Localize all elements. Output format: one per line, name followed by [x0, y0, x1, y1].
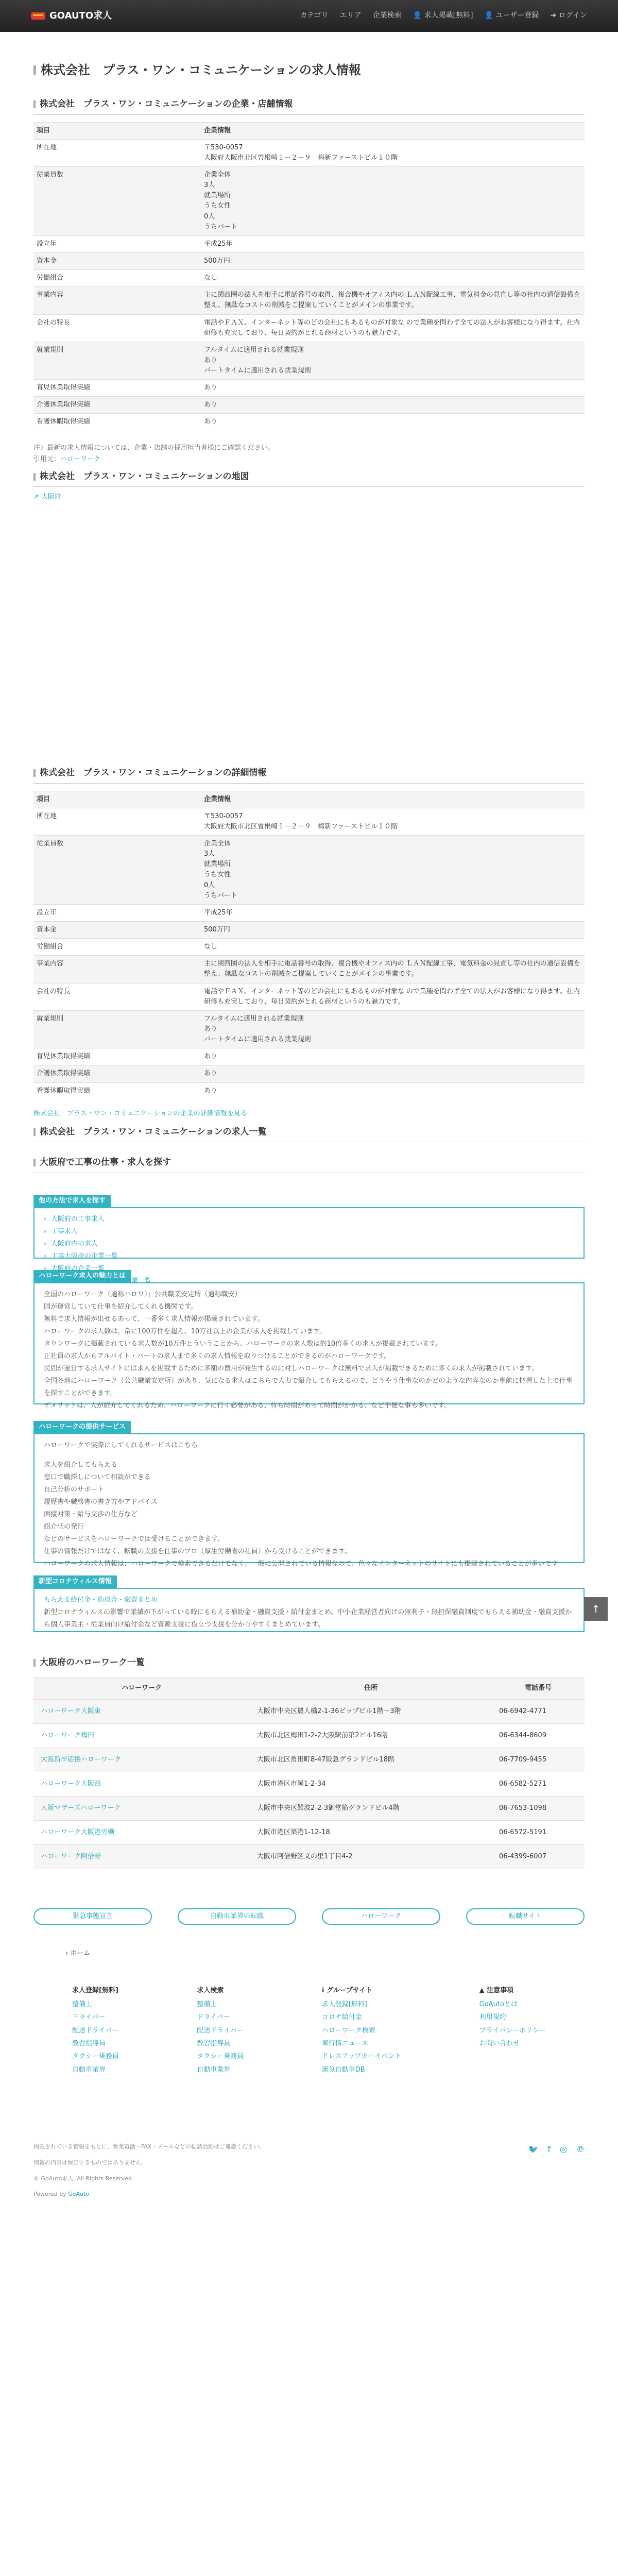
row-value: 企業全体 3人 就業場所 うち女性 0人 うちパート [201, 166, 585, 235]
footer-link[interactable]: 利用規約 [479, 2013, 506, 2022]
row-value: 主に関西圏の法人を相手に電話番号の取得、複合機やオフィス内の ＬＡＮ配線工事、電気料金の見直し等の社内の通信設備を整え、無駄なコストの削減をご提案していくことがメインの事業です。 [201, 956, 585, 983]
car-logo-icon [31, 12, 45, 20]
arrow-up-icon: ↑ [591, 1603, 600, 1615]
merit-line: 国が運営していて仕事を紹介してくれる機関です。 [44, 1302, 197, 1311]
table-row [33, 808, 585, 835]
table-row [33, 939, 585, 956]
nav-register[interactable] [485, 10, 539, 22]
row-key: 労働組合 [33, 270, 201, 287]
user-icon: 👤 [484, 11, 496, 20]
table-row [33, 1845, 585, 1869]
brand-logo[interactable] [31, 9, 112, 23]
other-search-head: 他の方法で求人を探す [33, 1195, 111, 1207]
hw-service-block [33, 1421, 585, 1568]
row-key: 会社の特長 [33, 314, 201, 342]
pill-hellowork[interactable]: ハローワーク [322, 1908, 440, 1925]
row-key: 看護休暇取得実績 [33, 414, 201, 431]
row-value: あり [201, 380, 585, 397]
hw-address: 大阪市北区角田町8-47阪急グランドビル18階 [250, 1748, 492, 1772]
source-label: 引用元： [33, 455, 61, 463]
other-search-link[interactable]: › 工事大阪府大阪市北区の企業一覧 [44, 1275, 574, 1287]
row-value: 平成25年 [201, 904, 585, 921]
table-row [33, 1082, 585, 1099]
table-row [33, 342, 585, 379]
login-icon: ➜ [550, 11, 559, 20]
nav-post-job-label: 求人掲載[無料] [424, 11, 473, 20]
merit-line: 全国各地にハローワーク（公共職業安定所）があり、気になる求人はこちらで人力で紹介してもらえるので、どうやう仕事なのかどのような内容なのか事前に把握した上で仕事を探すことができます。 [44, 1377, 573, 1398]
other-search-link[interactable]: › 大阪府の企業一覧 [44, 1263, 574, 1275]
row-key: 労働組合 [33, 939, 201, 956]
table-row [33, 1723, 585, 1748]
table-row [33, 1065, 585, 1082]
footer-link[interactable]: コロナ給付金 [321, 2013, 362, 2022]
row-value: 〒530-0057 大阪府大阪市北区曽根崎１－２－９ 梅新ファーストビル１０階 [201, 139, 585, 166]
hw-name-link[interactable]: ハローワーク大阪西 [41, 1780, 101, 1788]
row-value: あり [201, 1082, 585, 1099]
merit-line: 全国のハローワーク（通称ハロワ）」公共職業安定所（通称職安） [44, 1290, 242, 1298]
row-value: 〒530-0057 大阪府大阪市北区曽根崎１－２－９ 梅新ファーストビル１０階 [201, 808, 585, 835]
table-row [33, 836, 585, 905]
merit-line: 民間が運営する求人サイトには求人を掲載するために多額の費用が発生するのに対しハローワークは無料で求人が掲載できるために多くの求人が掲載されています。 [44, 1365, 539, 1373]
footer-link[interactable]: ドライバー [197, 2013, 230, 2022]
row-key: 事業内容 [33, 956, 201, 983]
hw-name-link[interactable]: ハローワーク阿倍野 [41, 1853, 101, 1861]
row-key: 設立年 [33, 904, 201, 921]
row-value: なし [201, 270, 585, 287]
row-key: 資本金 [33, 922, 201, 939]
row-key: 設立年 [33, 235, 201, 252]
service-line: 求人を紹介してもらえる [44, 1461, 118, 1469]
hw-phone: 06-7653-1098 [492, 1797, 585, 1821]
overview-table [33, 122, 585, 431]
row-key: 所在地 [33, 808, 201, 835]
footer [0, 1986, 618, 2202]
hw-phone: 06-6942-4771 [492, 1699, 585, 1723]
hw-service-head: ハローワークの提供サービス [33, 1421, 131, 1433]
breadcrumb [33, 1948, 585, 1959]
footer-link[interactable]: 整備士 [72, 2000, 93, 2008]
row-value: フルタイムに適用される就業規則 あり パートタイムに適用される就業規則 [201, 1010, 585, 1048]
hw-phone: 06-6582-5271 [492, 1772, 585, 1796]
scroll-top-button[interactable] [584, 1597, 608, 1621]
table-row [33, 380, 585, 397]
footer-link[interactable]: 整備士 [197, 2000, 217, 2008]
detail-more-link[interactable]: 株式会社 プラス・ワン・コミュニケーションの企業の詳細情報を見る [33, 1109, 247, 1117]
instagram-icon[interactable]: ◎ [560, 2144, 567, 2155]
hw-address: 大阪市北区梅田1-2-2大阪駅前第2ビル16階 [250, 1723, 492, 1748]
footer-link[interactable]: 自動車業界 [72, 2065, 106, 2074]
service-line: などのサービスをハローワークでは受けることができます。 [44, 1535, 224, 1544]
source-link[interactable]: ハローワーク [60, 455, 101, 463]
top-navbar [0, 0, 618, 32]
row-value: あり [201, 397, 585, 414]
footer-legal-2: 情報の内容は保証するものではありません。 [33, 2159, 147, 2166]
hw-list-title: 大阪府のハローワーク一覧 [33, 1656, 585, 1672]
pill-emergency[interactable]: 緊急事態宣言 [33, 1908, 152, 1925]
hw-name-link[interactable]: ハローワーク大阪東 [41, 1707, 101, 1715]
breadcrumb-home[interactable]: ホーム [70, 1949, 91, 1957]
related-pills [33, 1908, 585, 1925]
footer-link[interactable]: プライバシーポリシー [479, 2026, 546, 2035]
hw-col-header: 電話番号 [492, 1678, 585, 1699]
hw-address: 大阪市中央区農人橋2‐1‐36ピップビル1階〜3階 [250, 1699, 492, 1723]
footer-column-label: 求人検索 [197, 1986, 224, 1994]
table-row [33, 1821, 585, 1845]
overview-title: 株式会社 プラス・ワン・コミュニケーションの企業・店舗情報 [33, 97, 585, 114]
row-value: 主に関西圏の法人を相手に電話番号の取得、複合機やオフィス内の ＬＡＮ配線工事、電気料金の見直し等の社内の通信設備を整え、無駄なコストの削減をご提案していくことがメインの事業です。 [201, 287, 585, 314]
hw-address: 大阪市港区市岡1‐2‐34 [250, 1772, 492, 1796]
table-row [33, 1772, 585, 1796]
table-row [33, 1748, 585, 1772]
footer-columns [72, 1986, 546, 2076]
row-value: フルタイムに適用される就業規則 あり パートタイムに適用される就業規則 [201, 342, 585, 379]
row-key: 育児休業取得実績 [33, 1048, 201, 1065]
merit-line: ハローワークの求人数は、常に100万件を超え、10万社以上の企業が求人を掲載しています。 [44, 1327, 327, 1335]
twitter-icon[interactable]: 🐦 [528, 2144, 539, 2155]
hw-phone: 06-6344-8609 [492, 1723, 585, 1748]
pinterest-icon[interactable]: ℗ [576, 2144, 585, 2155]
nav-login[interactable] [551, 10, 588, 22]
other-search-link[interactable]: › 工事求人 [44, 1226, 574, 1238]
row-key: 就業規則 [33, 342, 201, 379]
table-row [33, 1048, 585, 1065]
row-value: なし [201, 939, 585, 956]
source-line [33, 454, 585, 465]
hw-address: 大阪市阿倍野区文の里1丁目4-2 [250, 1845, 492, 1869]
nav-company-search[interactable]: 企業検索 [372, 11, 402, 20]
hw-name-link[interactable]: 大阪新卒応援ハローワーク [41, 1755, 122, 1764]
footer-column-title [72, 1986, 119, 1996]
disclaimer-note: 注）最新の求人情報については、企業・店舗の採用担当者様にご確認ください。 [33, 444, 274, 452]
service-line: 面接対策・給与交渉の仕方など [44, 1511, 138, 1519]
corona-box [33, 1588, 585, 1632]
hw-list-table [33, 1677, 585, 1869]
row-value: 500万円 [201, 922, 585, 939]
footer-link[interactable]: お問い合わせ [479, 2040, 520, 2047]
merit-line: タウンワークに掲載されている求人数が10万件とういうことから、ハローワークの求人数は約10倍多くの求人が掲載されています。 [44, 1340, 442, 1348]
map-title: 株式会社 プラス・ワン・コミュニケーションの地図 [33, 470, 585, 487]
footer-link[interactable]: 教習指導員 [197, 2040, 231, 2047]
row-key: 資本金 [33, 252, 201, 269]
table-row [33, 139, 585, 166]
hw-phone: 06-4399-6007 [492, 1845, 585, 1869]
table-row [33, 956, 585, 983]
table-head-value: 企業情報 [201, 122, 585, 139]
hw-merit-head: ハローワーク求人の魅力とは [33, 1270, 131, 1282]
footer-link[interactable]: タクシー乗務員 [72, 2053, 119, 2061]
footer-column-label: 注意事項 [487, 1986, 514, 1994]
footer-link[interactable]: 教習指導員 [72, 2040, 106, 2047]
row-key: 会社の特長 [33, 983, 201, 1010]
footer-link[interactable]: 運気自動車DB [321, 2065, 365, 2074]
hw-address: 大阪市中央区難波2-2-3御堂筋グランドビル4階 [250, 1797, 492, 1821]
detail-title: 株式会社 プラス・ワン・コミュニケーションの詳細情報 [33, 766, 585, 783]
row-value: あり [201, 1048, 585, 1065]
footer-link[interactable]: ドライバー [72, 2013, 106, 2022]
footer-copyright: © GoAuto求人. All Rights Reserved. [33, 2175, 134, 2182]
service-line: 紹介状の発行 [44, 1523, 84, 1531]
powered-label: Powered by [33, 2191, 66, 2198]
table-row [33, 166, 585, 235]
table-row [33, 983, 585, 1010]
detail-table [33, 791, 585, 1099]
hw-phone: 06-6572-5191 [492, 1821, 585, 1845]
row-key: 所在地 [33, 139, 201, 166]
footer-bottom [33, 2139, 585, 2202]
row-key: 従業員数 [33, 166, 201, 235]
service-intro: ハローワークで実際にしてくれるサービスはこちら [44, 1441, 198, 1449]
footer-column [479, 1986, 546, 2076]
footer-link[interactable]: 配送ドライバー [197, 2026, 244, 2035]
nav-login-label: ログイン [558, 11, 587, 20]
service-line: 自己分析のサポート [44, 1486, 105, 1494]
map-prefecture-link[interactable] [33, 492, 61, 502]
table-row [33, 287, 585, 314]
table-row [33, 1010, 585, 1048]
other-search-link[interactable]: › 工事大阪府の企業一覧 [44, 1250, 574, 1263]
other-search-link[interactable]: › 大阪府の工事求人 [44, 1213, 574, 1226]
facebook-icon[interactable]: f [547, 2144, 551, 2155]
table-row [33, 270, 585, 287]
service-line: 窓口で職探しについて相談ができる [44, 1473, 151, 1482]
jobs-title: 株式会社 プラス・ワン・コミュニケーションの求人一覧 [33, 1125, 585, 1142]
footer-link[interactable]: ハローワーク検索 [321, 2026, 375, 2035]
powered-link[interactable]: GoAuto [68, 2191, 90, 2198]
nav-register-label: ユーザー登録 [495, 11, 539, 20]
footer-link[interactable]: 配送ドライバー [72, 2026, 119, 2035]
breadcrumb-sep: › [65, 1949, 71, 1957]
map-prefecture-label: 大阪府 [41, 493, 62, 501]
row-value: 電話やＦＡＸ、インターネット等のどの会社にもあるものが対象な ので業種を問わず全ての法人がお客様になり得ます。社内研修も充実しており、毎日契約がとれる商材というのも魅力です。 [201, 314, 585, 342]
row-value: 平成25年 [201, 235, 585, 252]
footer-link[interactable]: 車行情ニュース [321, 2040, 369, 2047]
merit-line: 正社員の求人からアルバイト・パートの求人まで多くの求人情報を取りつけることができるのがハローワークです。 [44, 1352, 391, 1361]
map-area[interactable] [33, 487, 585, 744]
footer-column-label: グループサイト [327, 1986, 373, 1994]
corona-text: 新型コロナウィルスの影響で業績が下がっている時にもらえる補助金・融資支援・給付金まとめ。中小企業経営者向けの無利子・無担保融資制度でもらえる補助金・融資支援から個人事業主・従業員向け給付金など資源支援に役立つ支援を分かりやすくまとめています。 [44, 1608, 572, 1629]
brand-name: GOAUTO求人 [49, 10, 112, 22]
footer-link[interactable]: ドレスアップカーイベント [321, 2053, 402, 2061]
table-row [33, 314, 585, 342]
service-line: 履歴書や職務書の書き方やアドバイス [44, 1498, 158, 1506]
table-row [33, 922, 585, 939]
footer-column [72, 1986, 119, 2076]
row-key: 就業規則 [33, 1010, 201, 1048]
service-line: ハローワークの求人情報は、ハローワークで検索できるだけでなく、一般に公開されている情報なので、色々なインターネットのサイトにも掲載されていることが多いです [44, 1560, 558, 1568]
footer-column [322, 1986, 402, 2076]
row-value: 企業全体 3人 就業場所 うち女性 0人 うちパート [201, 836, 585, 905]
merit-line: 無料で求人情報が出せるあって、一番多く求人情報が掲載されています。 [44, 1315, 264, 1323]
row-key: 事業内容 [33, 287, 201, 314]
table-row [33, 1797, 585, 1821]
footer-powered [33, 2187, 265, 2202]
footer-column-title [322, 1986, 402, 1996]
nav-post-job[interactable] [413, 10, 473, 22]
table-row [33, 414, 585, 431]
hw-name-link[interactable]: ハローワーク大阪港労働 [41, 1828, 115, 1837]
pill-auto-career[interactable]: 自動車業界の転職 [178, 1908, 296, 1925]
service-line: 仕事の情報だけではなく、転職の支援を仕事のプロ（厚生労働省の社員）から受けることができます。 [44, 1548, 351, 1556]
footer-column [197, 1986, 244, 2076]
corona-head: 新型コロナウィルス情報 [33, 1575, 117, 1588]
social-links [528, 2143, 585, 2202]
footer-legal [33, 2139, 265, 2202]
pill-job-sites[interactable]: 転職サイト [466, 1908, 585, 1925]
corona-block [33, 1575, 585, 1632]
table-row [33, 235, 585, 252]
table-head-key: 項目 [33, 122, 201, 139]
table-row [33, 1699, 585, 1723]
row-value: 電話やＦＡＸ、インターネット等のどの会社にもあるものが対象な ので業種を問わず全ての法人がお客様になり得ます。社内研修も充実しており、毎日契約がとれる商材というのも魅力です。 [201, 983, 585, 1010]
corona-link[interactable]: もらえる給付金・助成金・融資まとめ [44, 1596, 158, 1604]
row-key: 介護休業取得実績 [33, 1065, 201, 1082]
nav-links [300, 10, 587, 22]
nav-category[interactable]: カテゴリ [300, 11, 329, 20]
osaka-title: 大阪府で工事の仕事・求人を探す [33, 1156, 585, 1173]
footer-link[interactable]: 求人登録[無料] [321, 2000, 367, 2008]
footer-link[interactable]: タクシー乗務員 [197, 2053, 244, 2061]
row-key: 介護休業取得実績 [33, 397, 201, 414]
table-row [33, 252, 585, 269]
merit-line: デメリットは、人が紹介してくれるため、ハローワークに行く必要がある、待ち時間があって時間がかかる、など不便な事も多いです。 [44, 1402, 451, 1410]
footer-col-icon: ▲ [479, 1986, 487, 1994]
hw-col-header: 住所 [250, 1678, 492, 1699]
user-icon: 👤 [413, 11, 424, 20]
row-value: あり [201, 1065, 585, 1082]
table-head-value: 企業情報 [201, 791, 585, 808]
footer-column-title [197, 1986, 244, 1996]
other-search-link[interactable]: › 大阪府内の求人 [44, 1238, 574, 1250]
other-search-list [44, 1213, 574, 1287]
hw-phone: 06-7709-9455 [492, 1748, 585, 1772]
hw-service-box [33, 1433, 585, 1568]
row-value: あり [201, 414, 585, 431]
hw-address: 大阪市港区築港1‐12‐18 [250, 1821, 492, 1845]
row-value: 500万円 [201, 252, 585, 269]
page-title: 株式会社 プラス・ワン・コミュニケーションの求人情報 [33, 61, 585, 80]
row-key: 育児休業取得実績 [33, 380, 201, 397]
send-icon: ➚ [33, 493, 42, 501]
footer-legal-1: 掲載されている情報をもとに、営業電話・FAX・メールなどの勧誘活動はご遠慮ください。 [33, 2143, 265, 2150]
row-key: 従業員数 [33, 836, 201, 905]
table-row [33, 397, 585, 414]
footer-column-label: 求人登録[無料] [72, 1986, 118, 1994]
hw-name-link[interactable]: 大阪マザーズハローワーク [41, 1804, 121, 1812]
hw-name-link[interactable]: ハローワーク梅田 [41, 1731, 95, 1739]
footer-col-icon: ℹ [321, 1986, 327, 1994]
footer-column-title [479, 1986, 546, 1996]
row-key: 看護休暇取得実績 [33, 1082, 201, 1099]
hw-merit-box [33, 1282, 585, 1410]
footer-link[interactable]: 自動車業界 [197, 2065, 231, 2074]
table-head-key: 項目 [33, 791, 201, 808]
hw-merit-block [33, 1270, 585, 1410]
footer-link[interactable]: GoAutoとは [479, 2000, 518, 2008]
table-row [33, 904, 585, 921]
hw-col-header: ハローワーク [33, 1678, 250, 1699]
nav-area[interactable]: エリア [339, 11, 362, 20]
